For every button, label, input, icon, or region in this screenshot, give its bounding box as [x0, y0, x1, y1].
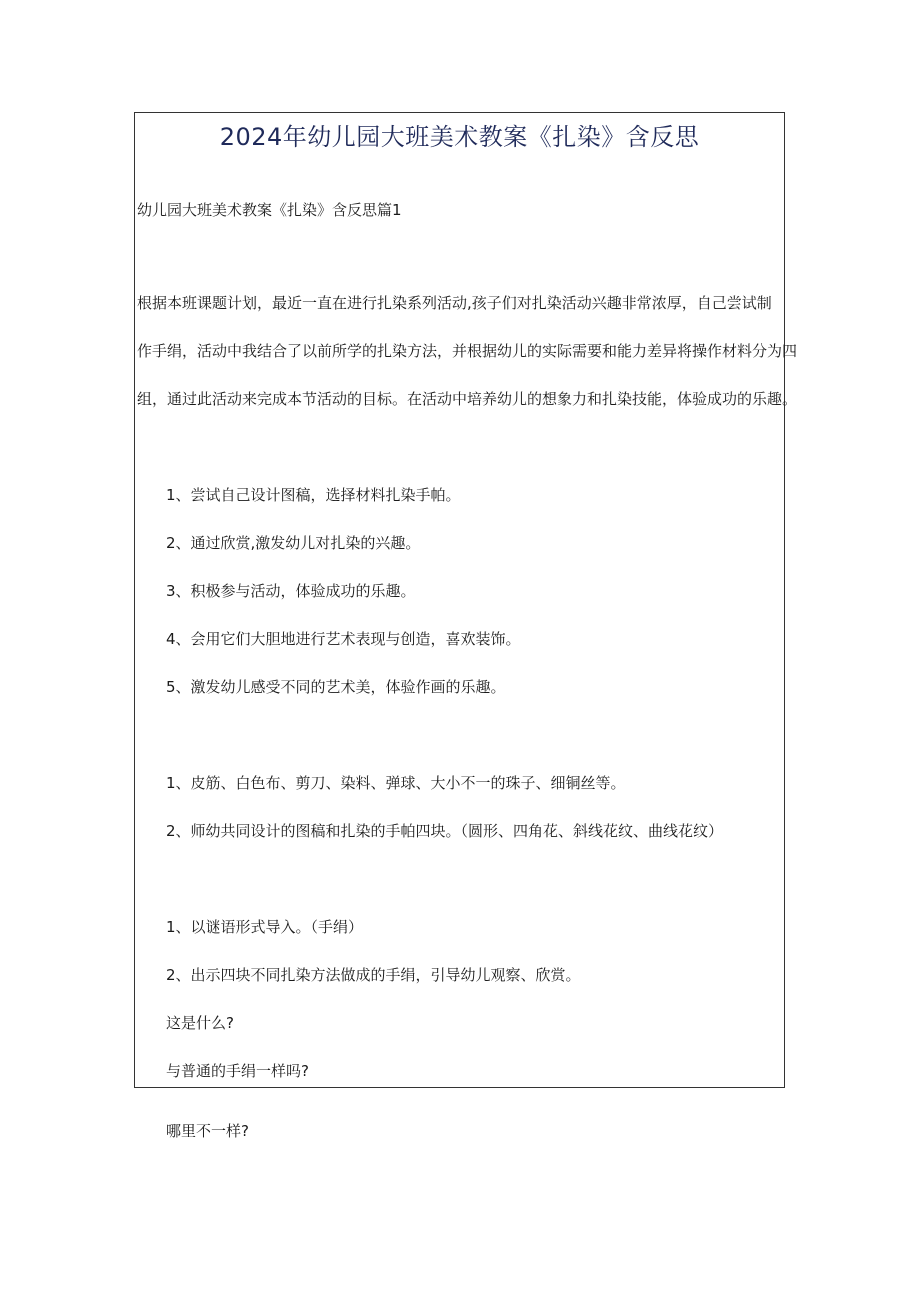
material-item-1: 1、皮筋、白色布、剪刀、染料、弹球、大小不一的珠子、细铜丝等。	[166, 774, 626, 792]
section-heading: 幼儿园大班美术教案《扎染》含反思篇1	[137, 201, 402, 219]
process-step-1: 1、以谜语形式导入。（手绢）	[166, 918, 364, 936]
intro-line-3: 组，通过此活动来完成本节活动的目标。在活动中培养幼儿的想象力和扎染技能，体验成功的乐趣。	[137, 390, 798, 408]
goal-item-4: 4、会用它们大胆地进行艺术表现与创造，喜欢装饰。	[166, 630, 521, 648]
goal-item-3: 3、积极参与活动，体验成功的乐趣。	[166, 582, 416, 600]
goal-item-1: 1、尝试自己设计图稿，选择材料扎染手帕。	[166, 486, 461, 504]
intro-line-2: 作手绢，活动中我结合了以前所学的扎染方法，并根据幼儿的实际需要和能力差异将操作材料分为四	[137, 342, 798, 360]
goal-item-5: 5、激发幼儿感受不同的艺术美，体验作画的乐趣。	[166, 678, 506, 696]
document-title: 2024年幼儿园大班美术教案《扎染》含反思	[219, 123, 700, 151]
intro-line-1: 根据本班课题计划，最近一直在进行扎染系列活动,孩子们对扎染活动兴趣非常浓厚，自己尝试制	[137, 294, 772, 312]
process-question-1: 这是什么?	[166, 1014, 234, 1032]
process-question-2: 与普通的手绢一样吗?	[166, 1062, 309, 1080]
material-item-2: 2、师幼共同设计的图稿和扎染的手帕四块。（圆形、四角花、斜线花纹、曲线花纹）	[166, 822, 724, 840]
process-step-2: 2、出示四块不同扎染方法做成的手绢，引导幼儿观察、欣赏。	[166, 966, 581, 984]
process-question-3: 哪里不一样?	[166, 1122, 249, 1140]
goal-item-2: 2、通过欣赏,激发幼儿对扎染的兴趣。	[166, 534, 421, 552]
